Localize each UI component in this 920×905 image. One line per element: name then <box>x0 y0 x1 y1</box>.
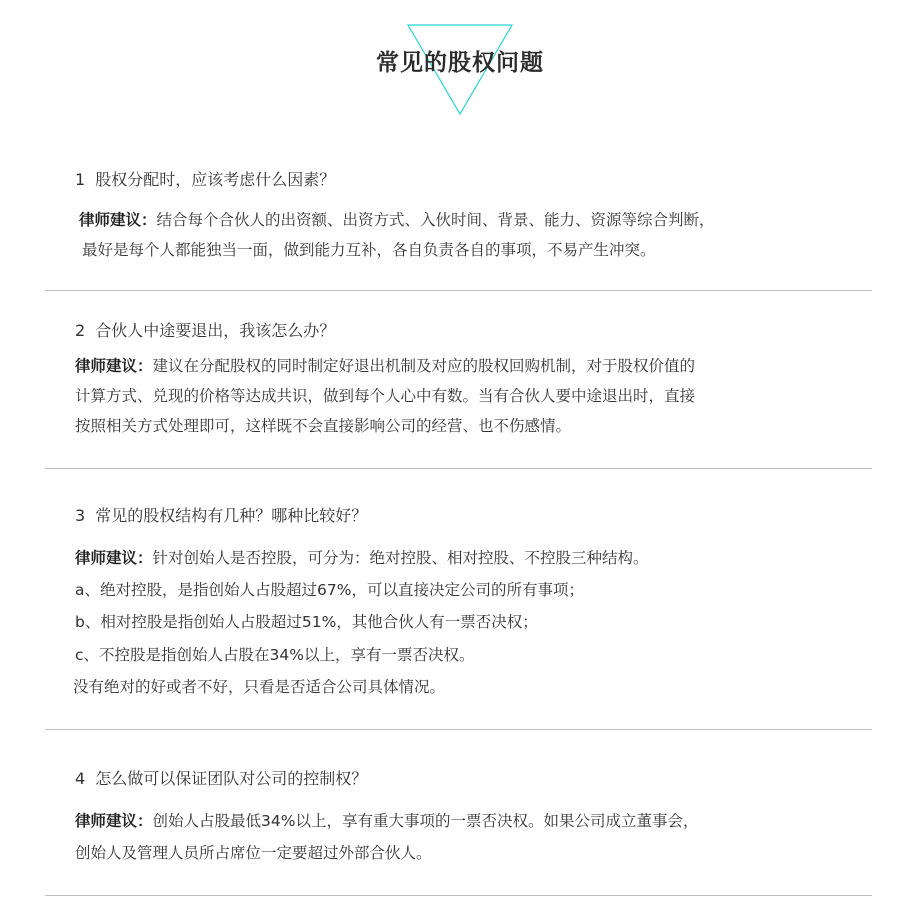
advice-line <box>75 548 649 568</box>
advice-line: 最好是每个人都能独当一面，做到能力互补，各自负责各自的事项，不易产生冲突。 <box>82 241 656 259</box>
advice-line: 创始人及管理人员所占席位一定要超过外部合伙人。 <box>75 844 432 862</box>
advice-text: 创始人占股最低34%以上，享有重大事项的一票否决权。如果公司成立董事会， <box>152 812 699 830</box>
question-text: 常见的股权结构有几种？哪种比较好？ <box>95 506 368 525</box>
advice-line: 计算方式、兑现的价格等达成共识，做到每个人心中有数。当有合伙人要中途退出时，直接 <box>75 387 696 405</box>
advice-line: 按照相关方式处理即可，这样既不会直接影响公司的经营、也不伤感情。 <box>75 417 572 435</box>
page-header <box>0 0 920 120</box>
page-title: 常见的股权问题 <box>376 50 544 76</box>
question-3 <box>75 503 367 526</box>
question-number: 3 <box>75 506 86 525</box>
section-divider <box>45 729 872 730</box>
advice-label: 律师建议： <box>75 549 153 567</box>
question-text: 股权分配时，应该考虑什么因素？ <box>95 170 336 189</box>
question-1 <box>75 167 335 190</box>
section-divider <box>45 290 872 291</box>
question-4 <box>75 766 367 789</box>
advice-line: 没有绝对的好或者不好，只看是否适合公司具体情况。 <box>73 678 446 696</box>
advice-line: c、不控股是指创始人占股在34%以上，享有一票否决权。 <box>75 646 475 664</box>
advice-text: 结合每个合伙人的出资额、出资方式、入伙时间、背景、能力、资源等综合判断， <box>156 211 715 229</box>
question-text: 合伙人中途要退出，我该怎么办？ <box>95 321 336 340</box>
advice-line: a、绝对控股，是指创始人占股超过67%，可以直接决定公司的所有事项； <box>75 581 584 599</box>
question-number: 1 <box>75 170 86 189</box>
advice-label: 律师建议： <box>75 357 153 375</box>
advice-text: 针对创始人是否控股，可分为：绝对控股、相对控股、不控股三种结构。 <box>152 549 649 567</box>
advice-line <box>79 210 715 230</box>
question-number: 4 <box>75 769 86 788</box>
section-divider <box>45 468 872 469</box>
question-number: 2 <box>75 321 86 340</box>
advice-text: 建议在分配股权的同时制定好退出机制及对应的股权回购机制，对于股权价值的 <box>152 357 696 375</box>
question-2 <box>75 318 335 341</box>
section-divider <box>45 895 872 896</box>
advice-label: 律师建议： <box>79 211 157 229</box>
advice-line: b、相对控股是指创始人占股超过51%，其他合伙人有一票否决权； <box>75 613 538 631</box>
advice-label: 律师建议： <box>75 812 153 830</box>
advice-line <box>75 356 695 376</box>
advice-line <box>75 811 698 831</box>
question-text: 怎么做可以保证团队对公司的控制权？ <box>95 769 368 788</box>
